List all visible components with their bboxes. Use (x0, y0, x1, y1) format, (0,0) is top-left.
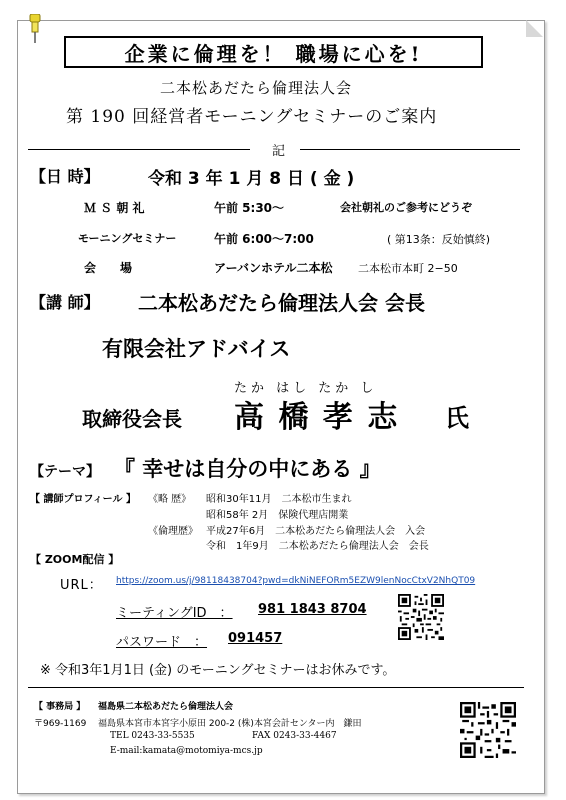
schedule-note-seminar: ( 第13条：反始慎終) (387, 233, 491, 246)
password-value: 091457 (228, 631, 283, 646)
speaker-honorific: 氏 (445, 404, 469, 432)
password-label: パスワード ： (116, 635, 208, 650)
schedule-time-ms: 午前 5:30～ (214, 201, 285, 215)
pushpin-icon (26, 14, 44, 44)
meeting-id-value: 981 1843 8704 (258, 602, 367, 617)
venue-address: 二本松市本町 2−50 (358, 262, 458, 275)
banner-title: 企業に倫理を！ 職場に心を! (64, 36, 483, 68)
zoom-qr-code-icon (398, 594, 444, 640)
office-address: 福島県本宮市本宮字小原田 200-2 (株)本宮会計センター内 鎌田 (98, 719, 362, 729)
office-postal: 〒969-1169 (34, 719, 87, 729)
schedule-note-ms: 会社朝礼のご参考にどうぞ (340, 201, 472, 214)
office-name: 福島県二本松あだたら倫理法人会 (98, 702, 234, 712)
profile-label: 【 講師プロフィール 】 (30, 494, 136, 505)
speaker-org: 二本松あだたら倫理法人会 会長 (138, 291, 425, 315)
org-name: 二本松あだたら倫理法人会 (160, 79, 353, 97)
page-curl (526, 20, 543, 37)
meeting-id-label: ミーティングID ： (116, 606, 233, 621)
ethics-item: 令和 1年9月 二本松あだたら倫理法人会 会長 (206, 541, 429, 552)
schedule-label-seminar: モーニングセミナー (78, 232, 177, 245)
speaker-name: 高 橋 孝 志 (234, 400, 400, 435)
theme-label: 【テーマ】 (30, 464, 100, 480)
office-qr-code-icon (460, 702, 516, 758)
office-fax: FAX 0243-33-4467 (252, 731, 337, 741)
ki-label: 記 (272, 144, 286, 159)
theme-text: 『 幸せは自分の中にある 』 (114, 457, 381, 481)
zoom-url-link[interactable]: https://zoom.us/j/98118438704?pwd=dkNiNEFORm5EZW9lenNocCtxV2NhQT09 (116, 576, 476, 586)
seminar-title: 第 190 回経営者モーニングセミナーのご案内 (66, 107, 438, 127)
divider-right (300, 149, 520, 150)
closure-notice: ※ 令和3年1月1日 (金) のモーニングセミナーはお休みです。 (40, 663, 396, 678)
schedule-label-ms: Ｍ Ｓ 朝 礼 (84, 201, 145, 215)
office-email[interactable]: E-mail:kamata@motomiya-mcs.jp (110, 746, 263, 756)
datetime-label: 【日 時】 (30, 167, 100, 186)
office-label: 【 事務局 】 (34, 702, 86, 712)
speaker-company: 有限会社アドバイス (102, 337, 291, 361)
history-label: 《略 歴》 (148, 494, 192, 505)
speaker-position: 取締役会長 (82, 407, 182, 431)
history-item: 昭和58年 2月 保険代理店開業 (206, 510, 349, 521)
seminar-date: 令和 3 年 1 月 8 日 ( 金 ) (148, 169, 355, 189)
footer-divider (28, 687, 524, 688)
venue-name: アーバンホテル二本松 (214, 261, 333, 275)
office-tel: TEL 0243-33-5535 (110, 731, 195, 741)
ethics-label: 《倫理歴》 (148, 526, 198, 537)
ethics-item: 平成27年6月 二本松あだたら倫理法人会 入会 (206, 526, 426, 537)
url-label: URL： (60, 578, 103, 593)
schedule-label-venue: 会 場 (84, 261, 133, 275)
schedule-time-seminar: 午前 6:00～7:00 (214, 232, 314, 246)
zoom-label: 【 ZOOM配信 】 (30, 553, 120, 566)
divider-left (28, 149, 250, 150)
speaker-label: 【講 師】 (30, 293, 100, 312)
speaker-name-ruby: たか はし たか し (234, 381, 378, 396)
history-item: 昭和30年11月 二本松市生まれ (206, 494, 352, 505)
